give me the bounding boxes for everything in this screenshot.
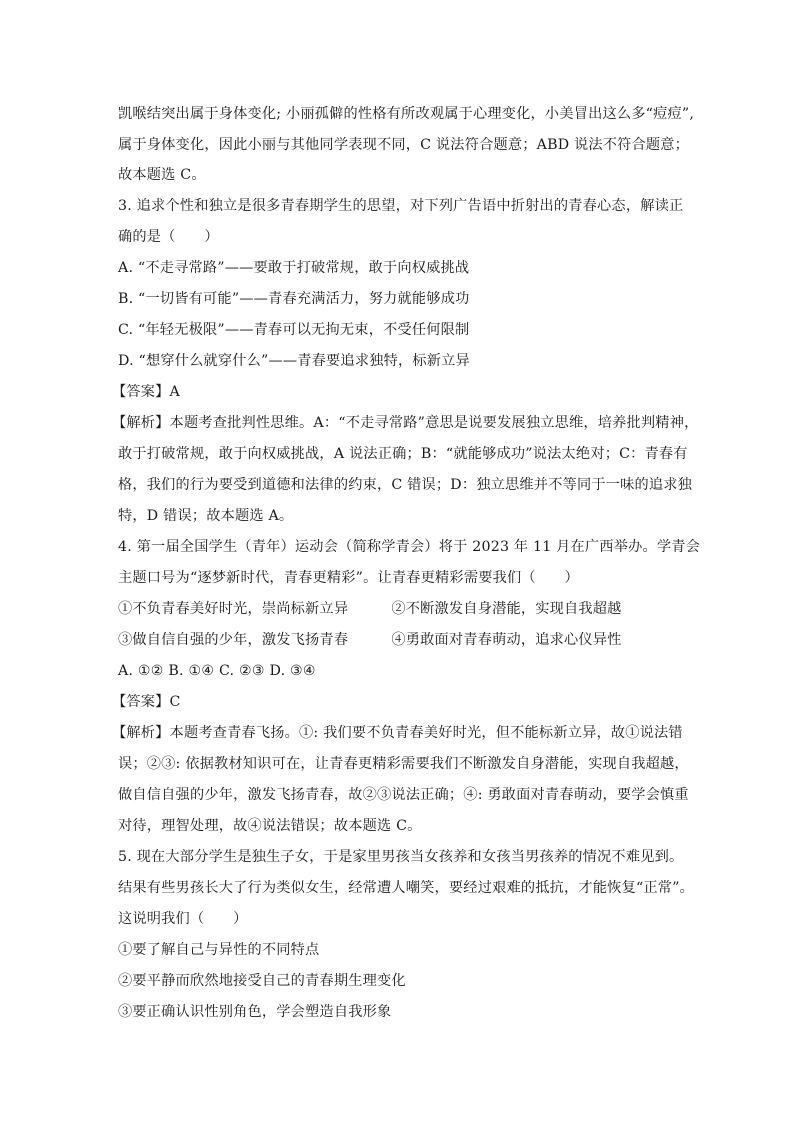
question-5-stem-cont: 结果有些男孩长大了行为类似女生，经常遭人嘲笑，要经过艰难的抵抗，才能恢复“正常”。: [118, 880, 695, 896]
question-4-options: A. ①② B. ①④ C. ②③ D. ③④: [118, 663, 316, 679]
text-line: 属于身体变化，因此小丽与其他同学表现不同，C 说法符合题意；ABD 说法不符合题意；: [118, 137, 690, 153]
question-3-option-d: D. “想穿什么就穿什么”——青春要追求独特，标新立异: [118, 353, 470, 369]
question-3-option-c: C. “年轻无极限”——青春可以无拘无束，不受任何限制: [118, 322, 470, 338]
question-3-stem-cont: 确的是（ ）: [118, 229, 219, 245]
text-line: 敢于打破常规，敢于向权威挑战，A 说法正确；B：“就能够成功”说法太绝对；C：青春有: [118, 446, 688, 462]
question-5-item-2: ②要平静而欣然地接受自己的青春期生理变化: [118, 973, 406, 989]
text-line: 特，D 错误；故本题选 A。: [118, 508, 294, 524]
text-line: 故本题选 C。: [118, 167, 206, 183]
question-4-stem: 4. 第一届全国学生（青年）运动会（简称学青会）将于 2023 年 11 月在广西举办。学青会: [118, 539, 701, 555]
question-5-stem-cont: 这说明我们（ ）: [118, 911, 248, 927]
question-4-items-3-4: ③做自信自强的少年，激发飞扬青春 ④勇敢面对青春萌动，追求心仪异性: [118, 632, 622, 648]
question-4-analysis: 【解析】本题考查青春飞扬。①: 我们要不负青春美好时光，但不能标新立异，故①说法错: [112, 725, 683, 741]
question-3-option-a: A. “不走寻常路”——要敢于打破常规，敢于向权威挑战: [118, 260, 470, 276]
question-3-stem: 3. 追求个性和独立是很多青春期学生的思望，对下列广告语中折射出的青春心态，解读正: [118, 198, 684, 214]
question-5-stem: 5. 现在大部分学生是独生子女，于是家里男孩当女孩养和女孩当男孩养的情况不难见到。: [118, 849, 684, 865]
text-line: 格，我们的行为要受到道德和法律的约束，C 错误；D：独立思维并不等同于一味的追求独: [118, 477, 693, 493]
text-line: 凯喉结突出属于身体变化; 小丽孤僻的性格有所改观属于心理变化，小美冒出这么多“痘痘”,: [118, 106, 695, 122]
question-5-item-1: ①要了解自己与异性的不同特点: [118, 942, 320, 958]
question-5-item-3: ③要正确认识性别角色，学会塑造自我形象: [118, 1004, 392, 1020]
text-line: 误；②③: 依据教材知识可在，让青春更精彩需要我们不断激发自身潜能，实现自我超越，: [118, 756, 689, 772]
question-3-option-b: B. “一切皆有可能”——青春充满活力，努力就能够成功: [118, 291, 470, 307]
text-line: 做自信自强的少年，激发飞扬青春，故②③说法正确；④: 勇敢面对青春萌动，要学会慎重: [118, 787, 689, 803]
question-4-items-1-2: ①不负青春美好时光，崇尚标新立异 ②不断激发自身潜能，实现自我超越: [118, 601, 622, 617]
question-4-answer: 【答案】C: [112, 694, 181, 710]
text-line: 对待，理智处理，故④说法错误；故本题选 C。: [118, 818, 422, 834]
question-4-stem-cont: 主题口号为“逐梦新时代，青春更精彩”。让青春更精彩需要我们（ ）: [118, 570, 579, 586]
question-3-analysis: 【解析】本题考查批判性思维。A：“不走寻常路”意思是说要发展独立思维，培养批判精神，: [112, 415, 699, 431]
question-3-answer: 【答案】A: [112, 384, 180, 400]
